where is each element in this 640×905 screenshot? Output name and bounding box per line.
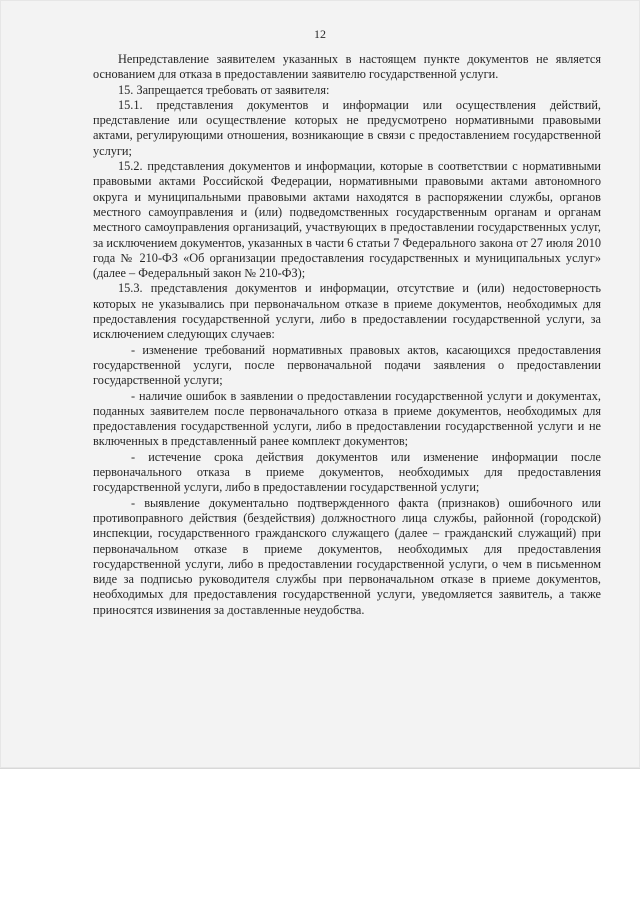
paragraph-non-submission: Непредставление заявителем указанных в настоящем пункте документов не является основанием для отказа в предоставлении заявителю государственной услуги. (93, 52, 601, 82)
list-item-documents-expired: - истечение срока действия документов или изменение информации после первоначального отказа в приеме документов, необходимых для предоставления государственной услуги, либо в предоставлении государственной услуги; (93, 449, 601, 495)
document-body (93, 52, 601, 618)
scan-edge (0, 768, 640, 769)
page-number: 12 (314, 27, 326, 41)
list-item-requirements-change: - изменение требований нормативных правовых актов, касающихся предоставления государственной услуги, после первоначальной подачи заявления о предоставлении государственной услуги; (93, 342, 601, 388)
paragraph-item-15-3: 15.3. представления документов и информации, отсутствие и (или) недостоверность которых не указывались при первоначальном отказе в приеме документов, необходимых для предоставления государственной услуги, либо в предоставлении государственной услуги, за исключением следующих случаев: (93, 281, 601, 342)
paragraph-item-15-1: 15.1. представления документов и информации или осуществления действий, представление или осуществление которых не предусмотрено нормативными правовыми актами, регулирующими отношения, возникающие в связи с предоставлением государственной услуги; (93, 97, 601, 158)
list-item-erroneous-action: - выявление документально подтвержденного факта (признаков) ошибочного или противоправного действия (бездействия) должностного лица службы, районной (городской) инспекции, государственного гражданского служащего (далее – гражданский служащий) при первоначальном отказе в приеме документов, необходимых для предоставления государственной услуги, либо в предоставлении государственной услуги, о чем в письменном виде за подписью руководителя службы при первоначальном отказе в приеме документов, необходимых для предоставления государственной услуги, уведомляется заявитель, а также приносятся извинения за доставленные неудобства. (93, 495, 601, 617)
list-item-errors-in-application: - наличие ошибок в заявлении о предоставлении государственной услуги и документах, поданных заявителем после первоначального отказа в приеме документов, необходимых для предоставления государственной услуги, либо в предоставлении государственной услуги и не включенных в представленный ранее комплект документов; (93, 388, 601, 449)
paragraph-item-15-2: 15.2. представления документов и информации, которые в соответствии с нормативными правовыми актами Российской Федерации, нормативными правовыми актами автономного округа и муниципальными правовыми актами находятся в распоряжении службы, органов местного самоуправления и (или) подведомственных государственным органам и органам местного самоуправления организаций, участвующих в предоставлении государственных услуг, за исключением документов, указанных в части 6 статьи 7 Федерального закона от 27 июля 2010 года № 210-ФЗ «Об организации предоставления государственных и муниципальных услуг» (далее – Федеральный закон № 210-ФЗ); (93, 159, 601, 281)
paragraph-item-15: 15. Запрещается требовать от заявителя: (118, 82, 330, 97)
